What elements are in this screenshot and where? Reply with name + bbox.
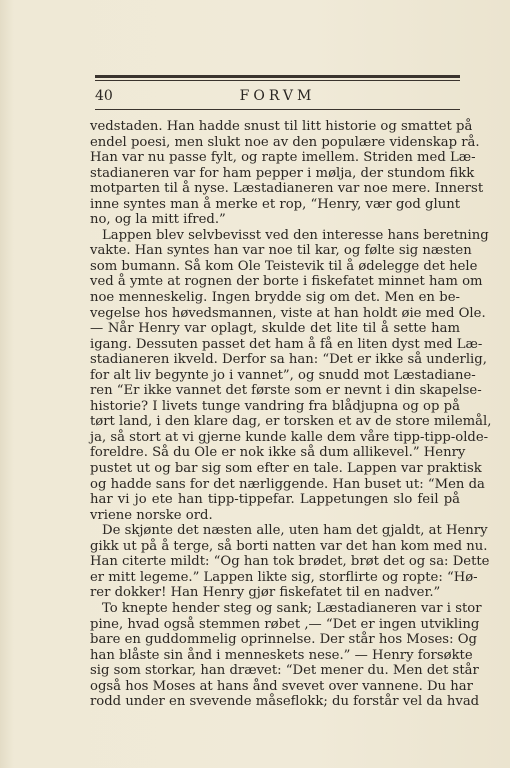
text-line: pustet ut og bar sig som efter en tale. Lappen var praktisk <box>90 461 482 477</box>
paragraph <box>90 227 492 523</box>
text-line: sig som storkar, han drævet: “Det mener du. Men det står <box>90 663 479 679</box>
text-line: har vi jo ete han tipp-tippefar. Lappetungen slo feil på <box>90 492 460 508</box>
text-line: rodd under en svevende måseflokk; du forstår vel da hvad <box>90 694 480 710</box>
page-number: 40 <box>95 88 113 104</box>
text-line: noe menneskelig. Ingen brydde sig om det. Men en be- <box>90 290 460 306</box>
text-line: ved å ymte at rognen der borte i fiskefatet minnet ham om <box>90 274 483 290</box>
text-line: foreldre. Så du Ole er nok ikke så dum allikevel.” Henry <box>90 445 466 461</box>
running-title: FORVM <box>239 88 316 104</box>
text-line: ren “Er ikke vannet det første som er nevnt i din skapelse- <box>90 383 482 399</box>
text-line: for alt liv begynte jo i vannet”, og snudd mot Læstadiane- <box>90 367 476 383</box>
text-line: pine, hvad også stemmen røbet ,— “Det er ingen utvikling <box>90 616 480 632</box>
text-line: motparten til å nyse. Læstadianeren var noe mere. Innerst <box>90 181 484 197</box>
text-line: gikk ut på å terge, så borti natten var det han kom med nu. <box>90 538 488 554</box>
text-line: han blåste sin ånd i menneskets nese.” — Henry forsøkte <box>90 647 473 663</box>
header-rule-thin <box>95 80 460 81</box>
text-line: stadianeren ikveld. Derfor sa han: “Det er ikke så underlig, <box>90 352 487 368</box>
text-line: tørt land, i den klare dag, er torsken et av de store milemål, <box>90 414 492 430</box>
paragraph <box>90 600 482 710</box>
text-line: ja, så stort at vi gjerne kunde kalle dem våre tipp-tipp-olde- <box>90 429 489 445</box>
text-line: og hadde sans for det nærliggende. Han buset ut: “Men da <box>90 476 485 492</box>
text-line: vakte. Han syntes han var noe til kar, og følte sig næsten <box>90 243 472 259</box>
text-line: som bumann. Så kom Ole Teistevik til å ødelegge det hele <box>90 258 478 274</box>
header-rule-bottom <box>95 109 460 110</box>
text-line: rer dokker! Han Henry gjør fiskefatet til en nadver.” <box>90 585 441 601</box>
text-line: også hos Moses at hans ånd svevet over vannene. Du har <box>90 678 473 694</box>
text-line: Han citerte mildt: “Og han tok brødet, brøt det og sa: Dette <box>90 554 490 570</box>
text-line: er mitt legeme.” Lappen likte sig, storflirte og ropte: “Hø- <box>90 569 478 585</box>
text-line: historie? I livets tunge vandring fra blådjupna og op på <box>90 398 460 414</box>
text-line: vriene norske ord. <box>90 507 213 523</box>
text-line: Han var nu passe fylt, og rapte imellem. Striden med Læ- <box>90 150 476 166</box>
text-line: inne syntes man å merke et rop, “Henry, vær god glunt <box>90 196 460 212</box>
text-line: bare en guddommelig oprinnelse. Der står hos Moses: Og <box>90 632 477 648</box>
header-rule-thick <box>95 75 460 78</box>
paragraph <box>90 119 484 228</box>
text-line: no, og la mitt ifred.” <box>90 212 226 228</box>
page-header <box>95 86 460 106</box>
text-line: stadianeren var for ham pepper i mølja, der stundom fikk <box>90 165 475 181</box>
text-line: endel poesi, men slukt noe av den populære videnskap rå. <box>90 134 480 150</box>
text-line: De skjønte det næsten alle, uten ham det gjaldt, at Henry <box>102 523 488 539</box>
body-text <box>90 119 492 710</box>
text-line: vegelse hos høvedsmannen, viste at han holdt øie med Ole. <box>90 305 486 321</box>
text-line: igang. Dessuten passet det ham å få en liten dyst med Læ- <box>90 336 483 352</box>
text-line: — Når Henry var oplagt, skulde det lite til å sette ham <box>90 321 460 337</box>
text-line: To knepte hender steg og sank; Læstadianeren var i stor <box>102 600 482 616</box>
text-line: Lappen blev selvbevisst ved den interesse hans beretning <box>102 227 489 243</box>
text-line: vedstaden. Han hadde snust til litt historie og smattet på <box>90 119 473 134</box>
paragraph <box>90 523 490 601</box>
